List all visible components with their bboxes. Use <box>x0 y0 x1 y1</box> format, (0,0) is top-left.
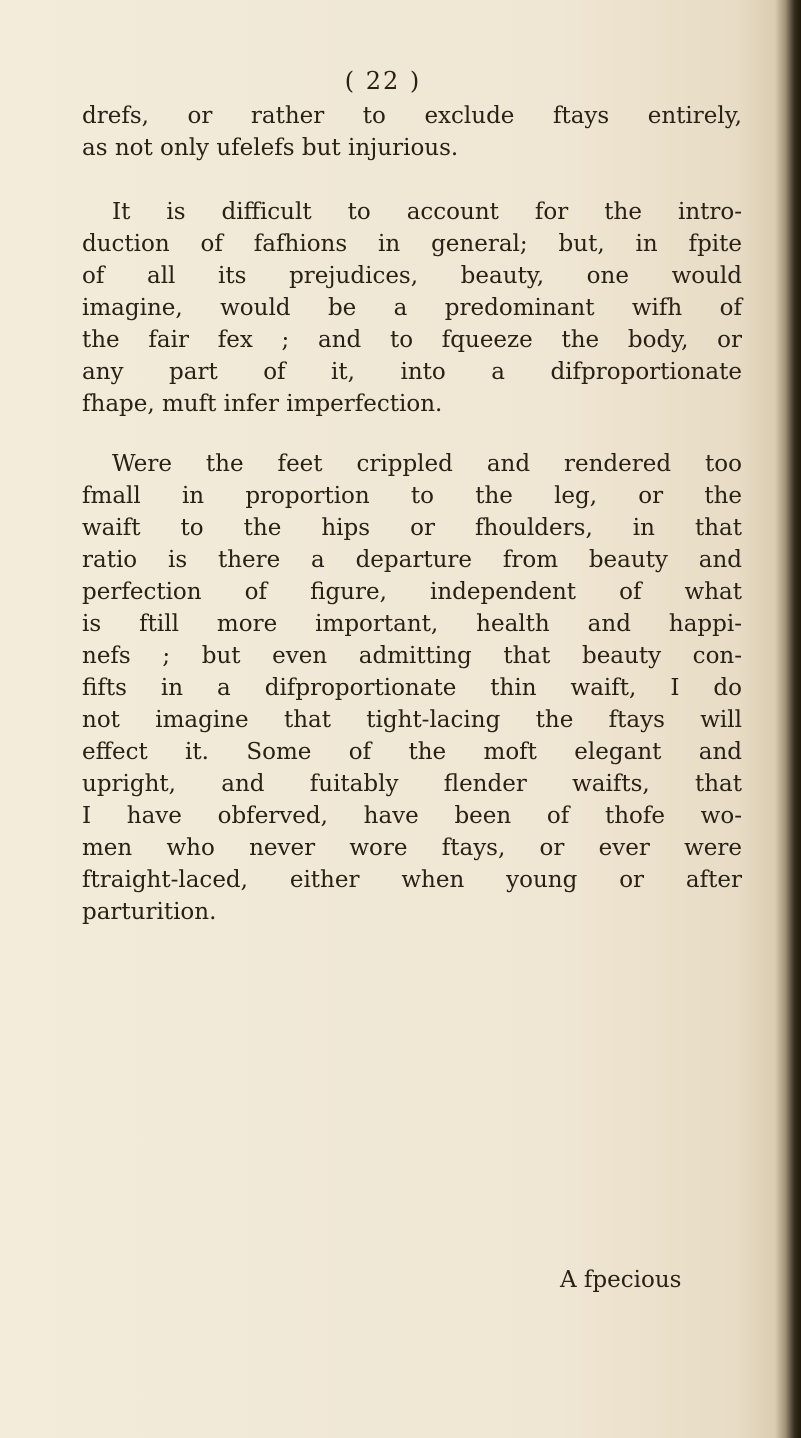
text-line: as not only ufelefs but injurious. <box>82 135 459 161</box>
text-line: ftraight-laced, either when young or after <box>82 867 742 893</box>
paragraph-3 <box>82 448 742 928</box>
text-line: any part of it, into a difproportionate <box>82 359 742 385</box>
text-line: parturition. <box>82 899 217 925</box>
text-line: not imagine that tight-lacing the ftays will <box>82 707 742 733</box>
text-line: the fair fex ; and to fqueeze the body, or <box>82 327 742 353</box>
text-line: fmall in proportion to the leg, or the <box>82 483 742 509</box>
text-line: It is difficult to account for the intro- <box>112 199 742 225</box>
text-line: drefs, or rather to exclude ftays entirely, <box>82 103 742 129</box>
paragraph-2 <box>82 196 742 420</box>
text-line: upright, and fuitably flender waifts, that <box>82 771 742 797</box>
text-line: imagine, would be a predominant wifh of <box>82 295 742 321</box>
text-line: waift to the hips or fhoulders, in that <box>82 515 742 541</box>
text-line: men who never wore ftays, or ever were <box>82 835 742 861</box>
text-line: I have obferved, have been of thofe wo- <box>82 803 742 829</box>
text-line: is ftill more important, health and happi- <box>82 611 742 637</box>
text-line: duction of fafhions in general; but, in fpite <box>82 231 742 257</box>
text-line: fifts in a difproportionate thin waift, I do <box>82 675 742 701</box>
text-line: effect it. Some of the moft elegant and <box>82 739 742 765</box>
catchword: A fpecious <box>560 1267 682 1293</box>
text-line: fhape, muft infer imperfection. <box>82 391 443 417</box>
text-line: nefs ; but even admitting that beauty con- <box>82 643 742 669</box>
paragraph-1 <box>82 100 742 164</box>
text-line: of all its prejudices, beauty, one would <box>82 263 742 289</box>
page-edge-shadow <box>775 0 801 1438</box>
text-line: perfection of figure, independent of what <box>82 579 742 605</box>
page-number: ( 22 ) <box>344 67 422 95</box>
text-line: Were the feet crippled and rendered too <box>112 451 742 477</box>
text-line: ratio is there a departure from beauty and <box>82 547 742 573</box>
